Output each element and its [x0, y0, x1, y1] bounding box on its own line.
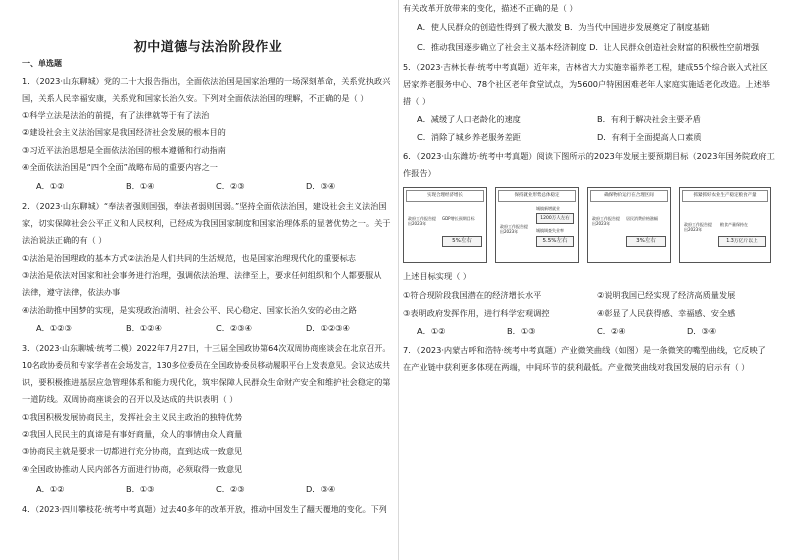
option: A．①② — [417, 326, 446, 336]
question-line: ②我国人民民主的真谛是有事好商量，众人的事情由众人商量 — [22, 429, 243, 439]
statement: ③表明政府发挥作用，进行科学宏观调控 — [403, 308, 550, 318]
target-box-text: 城镇新增就业 — [536, 206, 560, 211]
target-box-prices — [587, 187, 671, 263]
target-box-value: 3%左右 — [626, 236, 666, 247]
option: B．①③ — [507, 326, 536, 336]
target-box-value: 5%左右 — [442, 236, 482, 247]
question-line: 10名政协委员和专家学者在会场发言，130多位委员在全国政协委员移动履职平台上发表意见。会议达成共 — [22, 361, 390, 370]
question-line: 7．（2023·内蒙古呼和浩特·统考中考真题）产业微笑曲线（如图）是一条微笑的嘴型曲线，它反映了 — [403, 345, 766, 355]
question-line: 居家养老服务中心、78个社区老年食堂试点，为5600户特困困难老年人家庭实施适老化改造。上述举 — [403, 79, 770, 89]
option: C．②③④ — [216, 323, 252, 333]
target-box-text: 粮食产量保持在 — [720, 222, 748, 227]
target-box-text: 政府工作报告提出2023年 — [408, 216, 436, 226]
target-box-heading: 抓紧抓好农业生产稳定粮食产量 — [682, 190, 768, 202]
target-box-heading: 保持就业形势总体稳定 — [498, 190, 576, 202]
question-line: 有关改革开放带来的变化，描述不正确的是（ ） — [403, 3, 578, 13]
right-column — [403, 0, 775, 560]
question-line: 6．（2023·山东潍坊·统考中考真题）阅读下图所示的2023年发展主要预期目标（2023年国务院政府工 — [403, 151, 775, 161]
option: D．有利于全面提高人口素质 — [597, 132, 702, 142]
target-box-text: 政府工作报告提出2023年 — [684, 222, 712, 232]
question-line: 4．（2023·四川攀枝花·统考中考真题）过去40多年的改革开放，推动中国发生了翻天覆地的变化。下列 — [22, 505, 387, 514]
option: C．②③ — [216, 181, 245, 191]
option: D．①②③④ — [306, 323, 350, 333]
option: A．减缓了人口老龄化的速度 — [417, 114, 521, 124]
column-divider — [398, 0, 399, 560]
left-column — [22, 0, 394, 560]
target-box-value: 1200万人左右 — [536, 213, 574, 224]
question-line: ③法治是依法对国家和社会事务进行治理，强调依法治理、法律至上，要求任何组织和个人都要服从 — [22, 270, 382, 280]
option: B．①④ — [126, 181, 155, 191]
target-box-value: 1.3万亿斤以上 — [718, 236, 766, 247]
option: D．③④ — [687, 326, 717, 336]
target-box-text: GDP增长预期目标 — [442, 216, 475, 221]
statement: ②说明我国已经实现了经济高质量发展 — [597, 290, 736, 300]
question-line: 在产业链中获利更多体现在两端，中间环节的获利最低。产业微笑曲线对我国发展的启示有（ ） — [403, 362, 750, 372]
question-line: ①法治是治国理政的基本方式②法治是人们共同的生活规范，也是国家治理现代化的重要标志 — [22, 253, 356, 263]
option: B．①③ — [126, 484, 155, 494]
option: A．①②③ — [36, 323, 72, 333]
option: B．①②④ — [126, 323, 162, 333]
target-box-text: 居民消费价格涨幅 — [626, 216, 658, 221]
question-option-line: C．推动我国逐步确立了社会主义基本经济制度 D．让人民群众创造社会财富的积极性空前增强 — [417, 42, 760, 52]
target-box-text: 政府工作报告提出2023年 — [592, 216, 620, 226]
section-heading: 一、单选题 — [22, 59, 62, 68]
question-line: 上述目标实现（ ） — [403, 271, 472, 281]
question-line: ②建设社会主义法治国家是我国经济社会发展的根本目的 — [22, 127, 226, 137]
option: D．③④ — [306, 484, 336, 494]
option: C．②④ — [597, 326, 626, 336]
question-line: ④法治助推中国梦的实现，是实现政治清明、社会公平、民心稳定、国家长治久安的必由之路 — [22, 305, 357, 315]
question-line: ④全国政协推动人民内部各方面进行协商，必须取得一致意见 — [22, 464, 243, 474]
question-line: 国，关系人民幸福安康，关系党和国家长治久安。下列对全面依法治国的理解，不正确的是（ ） — [22, 93, 369, 103]
question-line: 措（ ） — [403, 96, 431, 106]
option: B．有利于解决社会主要矛盾 — [597, 114, 701, 124]
question-line: 识，要积极推进基层应急管理体系和能力现代化，筑牢保障人民群众生命财产安全和维护社会稳定的第 — [22, 377, 391, 387]
question-line: 5．（2023·吉林长春·统考中考真题）近年来，吉林省大力实施幸福养老工程，建成55个综合嵌入式社区 — [403, 63, 768, 72]
target-box-growth — [403, 187, 487, 263]
page-title: 初中道德与法治阶段作业 — [133, 40, 283, 55]
option: D．③④ — [306, 181, 336, 191]
question-line: 1．（2023·山东聊城）党的二十大报告指出，全面依法治国是国家治理的一场深刻革命，关系党执政兴 — [22, 76, 391, 86]
question-line: 法治说法正确的有（ ） — [22, 235, 107, 245]
option: C．②③ — [216, 484, 245, 494]
target-box-text: 政府工作报告提出2023年 — [500, 224, 528, 234]
target-box-text: 城镇调查失业率 — [536, 228, 564, 233]
question-line: ④全面依法治国是“四个全面”战略布局的重要内容之一 — [22, 162, 218, 172]
targets-figure — [403, 187, 775, 267]
question-line: ③协商民主就是要求一切都进行充分协商，直到达成一致意见 — [22, 446, 243, 456]
target-box-heading: 确保物价运行在合理区间 — [590, 190, 668, 202]
option: A．①② — [36, 181, 65, 191]
question-line: 一道防线。双周协商座谈会的召开以及达成的共识表明（ ） — [22, 394, 238, 404]
question-line: 作报告） — [403, 168, 436, 178]
target-box-value: 5.5%左右 — [536, 236, 574, 247]
option: A．①② — [36, 484, 65, 494]
question-line: 2．（2023·山东聊城）“奉法者强则国强，奉法者弱则国弱。”坚持全面依法治国，建设社会主义法治国 — [22, 201, 387, 211]
target-box-heading: 实现合理经济增长 — [406, 190, 484, 202]
target-box-grain — [679, 187, 771, 263]
question-line: ③习近平法治思想是全面依法治国的根本遵循和行动指南 — [22, 145, 226, 155]
question-line: 家，切实保障社会公平正义和人民权利，已经成为我国国家制度和国家治理体系的显著优势之一。关于 — [22, 218, 391, 228]
statement: ①符合现阶段我国潜在的经济增长水平 — [403, 290, 542, 300]
question-option-line: A．使人民群众的创造性得到了极大激发 B．为当代中国进步发展奠定了制度基础 — [417, 22, 710, 32]
target-box-employment — [495, 187, 579, 263]
statement: ④彰显了人民获得感、幸福感、安全感 — [597, 308, 736, 318]
question-line: 3．（2023·山东聊城·统考二模）2022年7月27日，十三届全国政协第64次双周协商座谈会在北京召开。 — [22, 344, 391, 353]
question-line: 法律，遵守法律，依法办事 — [22, 287, 121, 297]
question-line: ①我国积极发展协商民主，发挥社会主义民主政治的独特优势 — [22, 412, 243, 422]
question-line: ①科学立法是法治的前提，有了法律就等于有了法治 — [22, 110, 210, 120]
option: C．消除了城乡养老服务差距 — [417, 132, 521, 142]
